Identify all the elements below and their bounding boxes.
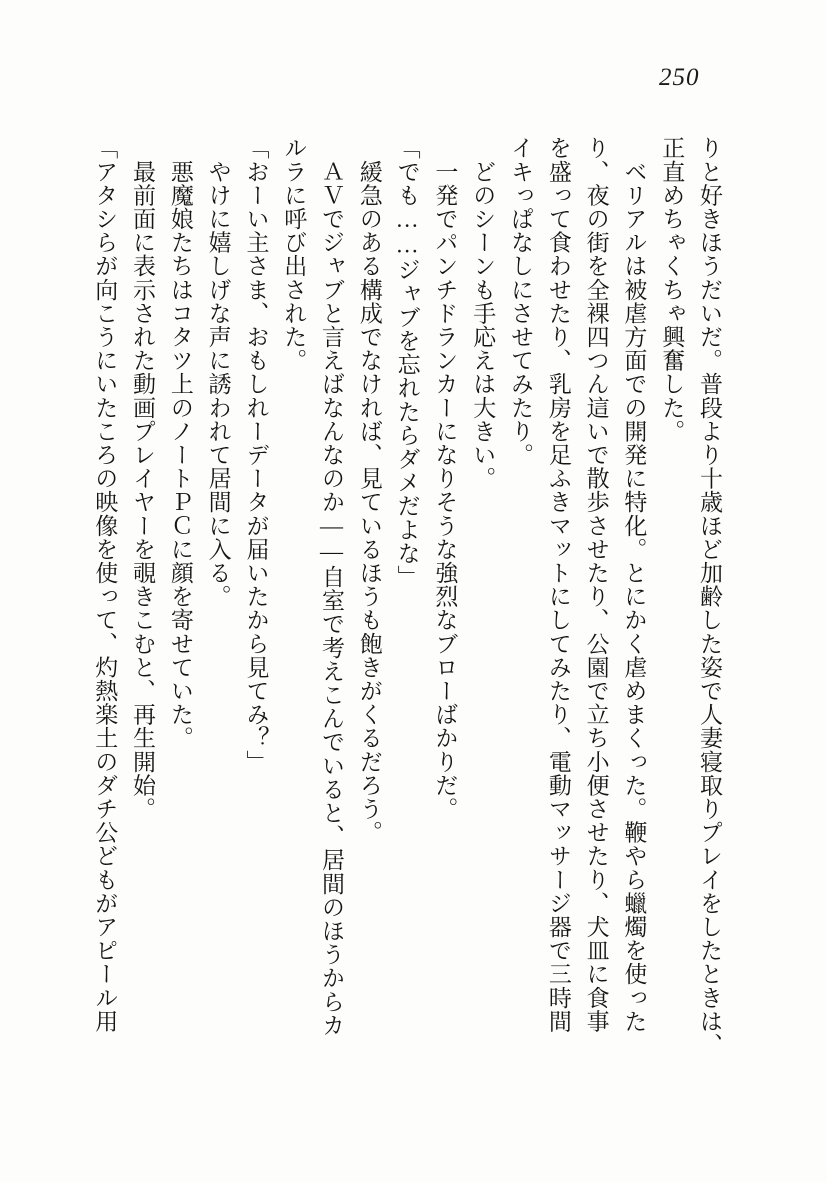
text-line: ルラに呼び出された。: [281, 136, 307, 372]
text-line: を盛って食わせたり、乳房を足ふきマットにしてみたり、電動マッサージ器で三時間: [545, 136, 571, 1033]
text-line: 「アタシらが向こうにいたころの映像を使って、灼熱楽土のダチ公どもがアピール用: [92, 136, 118, 1033]
text-line: やけに嬉しげな声に誘われて居間に入る。: [205, 136, 231, 608]
text-line: 「おーい主さま、おもしれーデータが届いたから見てみ？」: [243, 136, 269, 774]
text-line: 緩急のある構成でなければ、見ているほうも飽きがくるだろう。: [356, 136, 382, 844]
text-line: 正直めちゃくちゃ興奮した。: [659, 136, 685, 443]
text-line: り、夜の街を全裸四つん這いで散歩させたり、公園で立ち小便させたり、犬皿に食事: [583, 136, 609, 1033]
text-line: 最前面に表示された動画プレイヤーを覗きこむと、再生開始。: [130, 136, 156, 821]
page-text: [85, 136, 728, 1060]
text-line: どのシーンも手応えは大きい。: [470, 136, 496, 490]
text-line: 「でも……ジャブを忘れたらダメだよな」: [394, 136, 420, 589]
text-line: 悪魔娘たちはコタツ上のノートＰＣに顔を寄せていた。: [167, 136, 193, 750]
text-line: イキっぱなしにさせてみたり。: [508, 136, 534, 467]
text-line: 一発でパンチドランカーになりそうな強烈なブローばかりだ。: [432, 136, 458, 821]
text-line: りと好きほうだいだ。普段より十歳ほど加齢した姿で人妻寝取りプレイをしたときは、: [697, 136, 722, 1057]
text-line: ベリアルは被虐方面での開発に特化。とにかく虐めまくった。鞭やら蠟燭を使った: [621, 136, 647, 1033]
page-number: 250: [659, 64, 700, 91]
text-line: ＡＶでジャブと言えばなんなのか――自室で考えこんでいると、居間のほうからカ: [319, 136, 345, 1037]
